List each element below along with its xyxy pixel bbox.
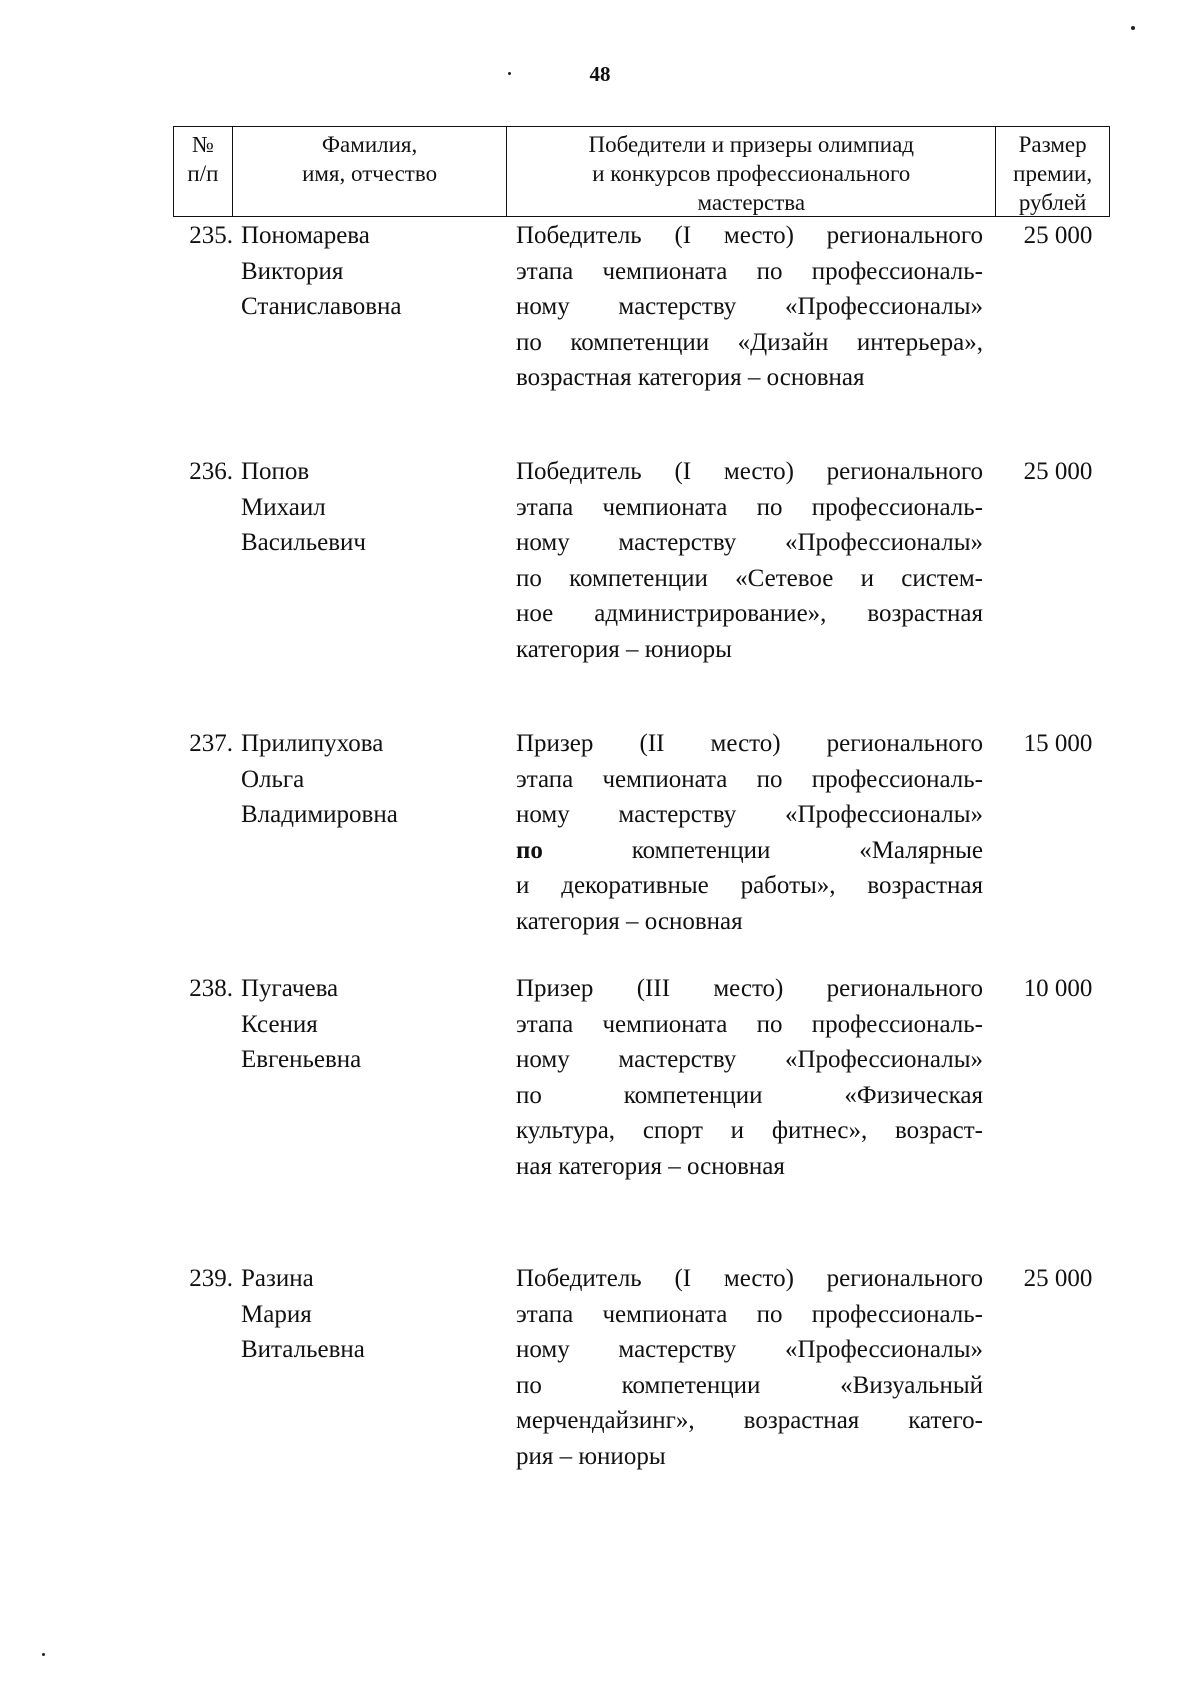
entry-surname: Попов bbox=[241, 458, 310, 485]
entry-patronymic: Евгеньевна bbox=[241, 1046, 362, 1073]
entry-achievement bbox=[516, 454, 983, 667]
achievement-line: ная категория – основная bbox=[516, 1152, 785, 1180]
entry-full-name bbox=[241, 971, 501, 1078]
achievement-line: этапа чемпионата по профессиональ- bbox=[516, 257, 983, 285]
header-name-column: Фамилия, имя, отчество bbox=[233, 127, 507, 216]
entry-amount: 25 000 bbox=[1023, 1265, 1093, 1292]
achievement-line: Призер (II место) регионального bbox=[516, 730, 983, 757]
header-number-column: № п/п bbox=[174, 127, 233, 216]
achievement-line: по компетенции «Физическая bbox=[516, 1081, 983, 1109]
entry-number: 238. bbox=[189, 975, 233, 1002]
table-header bbox=[173, 126, 1110, 217]
achievement-line: этапа чемпионата по профессиональ- bbox=[516, 493, 983, 521]
achievement-line: ному мастерству «Профессионалы» bbox=[516, 801, 983, 828]
achievement-line: мерчендайзинг», возрастная катего- bbox=[516, 1407, 983, 1434]
achievement-line: культура, спорт и фитнес», возраст- bbox=[516, 1117, 983, 1144]
entry-achievement bbox=[516, 1261, 983, 1474]
achievement-line: Победитель (I место) регионального bbox=[516, 222, 983, 249]
header-amount-column: Размер премии, рублей bbox=[1013, 132, 1093, 215]
entry-first-name: Михаил bbox=[241, 493, 326, 521]
entry-amount: 10 000 bbox=[1023, 975, 1093, 1002]
achievement-line: этапа чемпионата по профессиональ- bbox=[516, 1300, 983, 1328]
entry-achievement bbox=[516, 218, 983, 396]
entry-first-name: Виктория bbox=[241, 257, 344, 285]
entry-number: 236. bbox=[189, 458, 233, 485]
entry-surname: Прилипухова bbox=[241, 730, 384, 757]
achievement-line: Призер (III место) регионального bbox=[516, 975, 983, 1002]
entry-surname: Пономарева bbox=[241, 222, 370, 249]
achievement-line: по компетенции «Дизайн интерьера», bbox=[516, 328, 983, 356]
achievement-line: по компетенции «Сетевое и систем- bbox=[516, 564, 983, 592]
achievement-line: этапа чемпионата по профессиональ- bbox=[516, 765, 983, 793]
entry-full-name bbox=[241, 726, 501, 833]
entry-patronymic: Витальевна bbox=[241, 1336, 365, 1363]
entry-surname: Пугачева bbox=[241, 975, 339, 1002]
achievement-line: ному мастерству «Профессионалы» bbox=[516, 1046, 983, 1073]
entry-amount: 15 000 bbox=[1023, 730, 1093, 757]
entry-number: 239. bbox=[189, 1265, 233, 1292]
scan-speck bbox=[1131, 26, 1135, 30]
achievement-line: возрастная категория – основная bbox=[516, 364, 865, 391]
achievement-line: ному мастерству «Профессионалы» bbox=[516, 1336, 983, 1363]
achievement-line: Победитель (I место) регионального bbox=[516, 1265, 983, 1292]
achievement-line: ное администрирование», возрастная bbox=[516, 600, 983, 627]
entry-amount: 25 000 bbox=[1023, 222, 1093, 249]
entry-full-name bbox=[241, 218, 501, 325]
achievement-line: категория – основная bbox=[516, 907, 743, 935]
achievement-line: по компетенции «Малярные bbox=[516, 836, 983, 864]
scan-speck bbox=[42, 1653, 45, 1656]
entry-patronymic: Станиславовна bbox=[241, 293, 402, 320]
entry-first-name: Ольга bbox=[241, 765, 305, 793]
scan-speck bbox=[508, 72, 511, 75]
entry-first-name: Ксения bbox=[241, 1010, 318, 1038]
entry-number: 237. bbox=[189, 730, 233, 757]
achievement-line: Победитель (I место) регионального bbox=[516, 458, 983, 485]
entry-first-name: Мария bbox=[241, 1300, 312, 1328]
entry-achievement bbox=[516, 726, 983, 939]
entry-amount: 25 000 bbox=[1023, 458, 1093, 485]
achievement-line: этапа чемпионата по профессиональ- bbox=[516, 1010, 983, 1038]
achievement-line: ному мастерству «Профессионалы» bbox=[516, 529, 983, 556]
entry-surname: Разина bbox=[241, 1265, 314, 1292]
achievement-line: ному мастерству «Профессионалы» bbox=[516, 293, 983, 320]
achievement-line: по компетенции «Визуальный bbox=[516, 1371, 983, 1399]
entry-achievement bbox=[516, 971, 983, 1184]
page-number: 48 bbox=[589, 62, 611, 86]
achievement-line: и декоративные работы», возрастная bbox=[516, 872, 983, 899]
entry-patronymic: Владимировна bbox=[241, 801, 398, 828]
achievement-line: категория – юниоры bbox=[516, 635, 732, 663]
entry-full-name bbox=[241, 454, 501, 561]
achievement-line: рия – юниоры bbox=[516, 1442, 666, 1470]
entry-number: 235. bbox=[189, 222, 233, 249]
header-achievement-column: Победители и призеры олимпиад и конкурсов профессионального мастерства bbox=[507, 127, 996, 216]
entry-patronymic: Васильевич bbox=[241, 529, 366, 556]
entry-full-name bbox=[241, 1261, 501, 1368]
